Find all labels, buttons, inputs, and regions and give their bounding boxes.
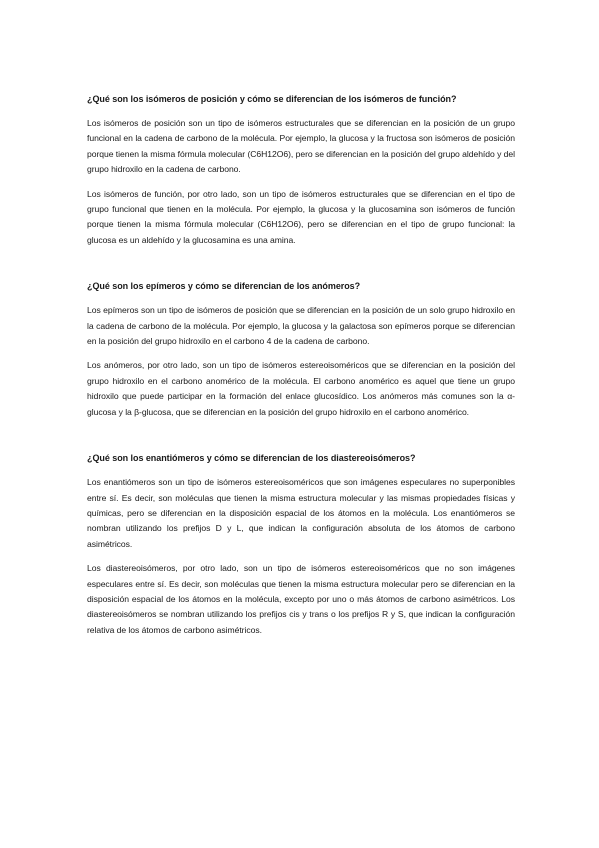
section-heading: ¿Qué son los enantiómeros y cómo se diferencian de los diastereoisómeros? <box>87 453 416 464</box>
document-page <box>87 92 515 638</box>
section-enantiomers-vs-diastereomers <box>87 451 515 638</box>
paragraph: Los enantiómeros son un tipo de isómeros estereoisoméricos que son imágenes especulares no superponibles entre sí. Es decir, son moléculas que tienen la misma estructura molecular y las mismas propiedades físicas y químicas, pero se diferencian en la disposición espacial de los átomos en la molécula. Los enantiómeros se nombran utilizando los prefijos D y L, que indican la configuración absoluta de los átomos de carbono asimétricos. <box>87 477 515 549</box>
section-heading: ¿Qué son los epímeros y cómo se diferencian de los anómeros? <box>87 281 361 292</box>
paragraph: Los anómeros, por otro lado, son un tipo de isómeros estereoisoméricos que se diferencian en la posición del grupo hidroxilo en el carbono anomérico de la molécula. El carbono anomérico es aquel que tiene un grupo hidroxilo que puede participar en la formación del enlace glucosídico. Los anómeros más comunes son la α-glucosa y la β-glucosa, que se diferencian en la posición del grupo hidroxilo en el carbono anomérico. <box>87 360 515 417</box>
section-position-vs-function-isomers <box>87 92 515 248</box>
paragraph: Los isómeros de posición son un tipo de isómeros estructurales que se diferencian en la posición de un grupo funcional en la cadena de carbono de la molécula. Por ejemplo, la glucosa y la fructosa son isómeros de posición porque tienen la misma fórmula molecular (C6H12O6), pero se diferencian en la posición del grupo aldehído y del grupo hidroxilo en la cadena de carbono. <box>87 118 515 175</box>
section-epimers-vs-anomers <box>87 279 515 420</box>
paragraph: Los diastereoisómeros, por otro lado, son un tipo de isómeros estereoisoméricos que no son imágenes especulares entre sí. Es decir, son moléculas que tienen la misma estructura molecular pero se diferencian en la disposición espacial de los átomos en la molécula, excepto por uno o más átomos de carbono asimétricos. Los diastereoisómeros se nombran utilizando los prefijos cis y trans o los prefijos R y S, que indican la configuración relativa de los átomos de carbono asimétricos. <box>87 563 515 635</box>
section-heading: ¿Qué son los isómeros de posición y cómo se diferencian de los isómeros de función? <box>87 94 457 104</box>
paragraph: Los epímeros son un tipo de isómeros de posición que se diferencian en la posición de un solo grupo hidroxilo en la cadena de carbono de la molécula. Por ejemplo, la glucosa y la galactosa son epímeros porque se diferencian en la posición del grupo hidroxilo en el carbono 4 de la cadena de carbono. <box>87 305 515 347</box>
paragraph: Los isómeros de función, por otro lado, son un tipo de isómeros estructurales que se diferencian en el tipo de grupo funcional que tienen en la molécula. Por ejemplo, la glucosa y la glucosamina son isómeros de función porque tienen la misma fórmula molecular (C6H12O6), pero se diferencian en el tipo de grupo funcional: la glucosa es un aldehído y la glucosamina es una amina. <box>87 188 515 245</box>
